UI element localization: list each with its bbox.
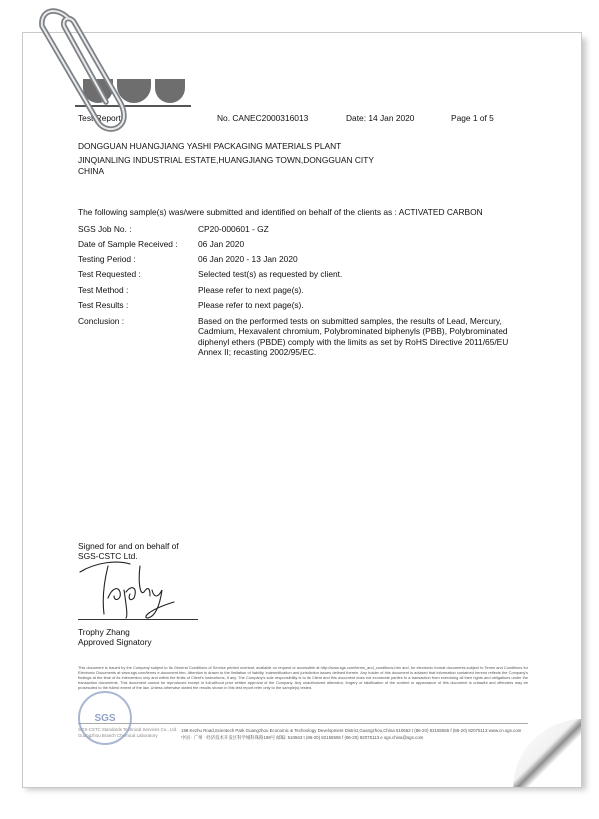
legal-disclaimer: This document is issued by the Company subject to its General Conditions of Service printed overleaf, available on request or accessible at http://www.sgs.com/terms_and_conditions.htm and, for electronic format documents,subject to Terms and Conditions for Electronic Documents at www.sgs.com/terms e-document.htm. Attention is drawn to the limitation of liability, indemnification and jurisdiction issues defined therein. Any holder of this document is advised that information contained hereon reflects the Company's findings at the time of its intervention only and within the limits of Client's instructions, if any. The Company's sole responsibility is to its Client and this document does not exonerate parties to a transaction from exercising all their rights and obligations under the transaction documents. This document cannot be reproduced except in full,without prior written approval of the Company. Any unauthorized alteration, forgery or falsification of the content or appearance of this document is unlawful and offenders may be prosecuted to the fullest extent of the law. Unless otherwise stated the results shown in this test report refer only to the sample(s) tested.	[78, 665, 528, 690]
page-number: Page 1 of 5	[451, 113, 494, 123]
field-value: 06 Jan 2020	[198, 239, 245, 249]
report-page	[22, 32, 582, 788]
signatory: Trophy Zhang Approved Signatory	[78, 627, 152, 648]
sample-intro: The following sample(s) was/were submitted and identified on behalf of the clients as : ACTIVATED CARBON	[78, 207, 483, 217]
field-label: Test Requested :	[78, 269, 141, 279]
conclusion-text: Based on the performed tests on submitted samples, the results of Lead, Mercury, Cadmium, Hexavalent chromium, Polybrominated biphenyls (PBB), Polybrominated diphenyl ethers (PBDE) comply with the limits as set by RoHS Directive 2011/65/EU Annex II; recasting 2002/95/EC.	[198, 316, 509, 357]
field-label: Test Results :	[78, 300, 129, 310]
sgs-stamp: SGS	[78, 691, 132, 745]
field-value: Please refer to next page(s).	[198, 300, 304, 310]
company-name: DONGGUAN HUANGJIANG YASHI PACKAGING MATERIALS PLANT	[78, 141, 342, 151]
field-label: Conclusion :	[78, 316, 125, 326]
report-label: Test Report	[78, 113, 121, 123]
company-country: CHINA	[78, 166, 105, 176]
report-number: No. CANEC2000316013	[217, 113, 309, 123]
handwritten-signature	[78, 558, 188, 620]
field-label: Test Method :	[78, 285, 129, 295]
footer-divider	[78, 723, 528, 724]
company-street: JINQIANLING INDUSTRIAL ESTATE,HUANGJIANG TOWN,DONGGUAN CITY	[78, 155, 374, 165]
field-value: Please refer to next page(s).	[198, 285, 304, 295]
field-value: 06 Jan 2020 - 13 Jan 2020	[198, 254, 298, 264]
field-label: Date of Sample Received :	[78, 239, 178, 249]
field-value: CP20-000601 - GZ	[198, 224, 269, 234]
field-label: SGS Job No. :	[78, 224, 132, 234]
footer-contact: 198 Kezhu Road,Scientech Park Guangzhou Economic & Technology Development District,Guangzhou,China 510663 t (86-20) 82155555 f (86-20) 82075113 www.cn.sgs.com 中国 · 广州 · 经济技术开发区科学城科珠路198号 邮编: 510663 t (86-20) 82155555 f (86-20) 82075113 e sgs.china@sgs.com	[181, 728, 522, 740]
signed-on-behalf: Signed for and on behalf of SGS-CSTC Ltd.	[78, 541, 179, 562]
report-date: Date: 14 Jan 2020	[346, 113, 415, 123]
footer-company: SGS-CSTC Standards Technical Services Co., Ltd. Guangzhou Branch Chemical Laboratory	[78, 727, 178, 738]
signature-line	[78, 619, 198, 620]
field-value: Selected test(s) as requested by client.	[198, 269, 343, 279]
field-label: Testing Period :	[78, 254, 136, 264]
paperclip-icon	[28, 0, 138, 140]
